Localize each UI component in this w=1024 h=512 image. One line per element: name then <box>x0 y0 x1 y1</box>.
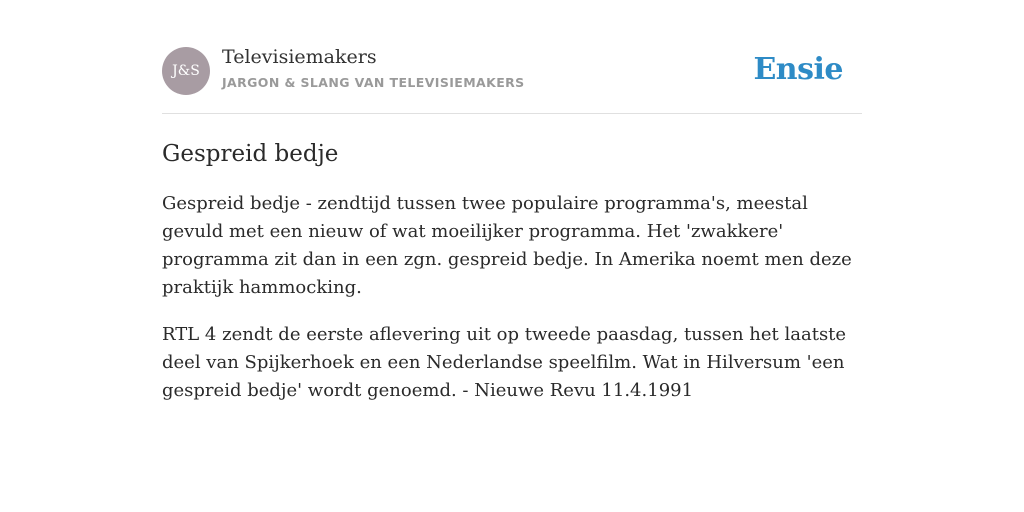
definition-paragraph: Gespreid bedje - zendtijd tussen twee populaire programma's, meestal gevuld met een nieuw of wat moeilijker programma. Het 'zwakkere' programma zit dan in een zgn. gespreid bedje. In Amerika noemt men deze praktijk hammocking. <box>162 193 852 298</box>
source-title[interactable]: Televisiemakers <box>222 46 377 68</box>
term-title: Gespreid bedje <box>162 141 339 167</box>
source-subtitle: JARGON & SLANG VAN TELEVISIEMAKERS <box>222 75 525 90</box>
ensie-logo[interactable]: Ensie <box>753 52 843 87</box>
quote-paragraph: RTL 4 zendt de eerste aflevering uit op tweede paasdag, tussen het laatste deel van Spijkerhoek en een Nederlandse speelfilm. Wat in Hilversum 'een gespreid bedje' wordt genoemd. - Nieuwe Revu 11.4.1991 <box>162 324 847 401</box>
source-avatar[interactable]: J&S <box>162 47 210 95</box>
source-header <box>162 0 862 114</box>
entry-card <box>162 0 862 405</box>
